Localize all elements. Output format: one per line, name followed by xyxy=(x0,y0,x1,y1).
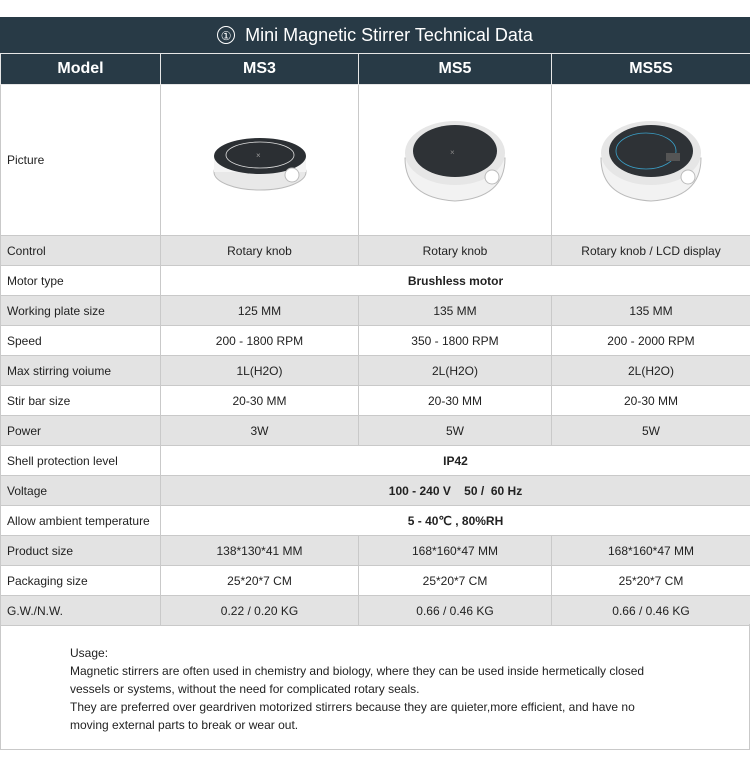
cell-ms5: Rotary knob xyxy=(359,236,552,266)
cell-ms5: 25*20*7 CM xyxy=(359,566,552,596)
title-bar xyxy=(0,17,750,53)
usage-line: moving external parts to break or wear out. xyxy=(70,718,299,732)
ms3-stirrer-image xyxy=(161,85,359,236)
cell-ms5s: 200 - 2000 RPM xyxy=(552,326,750,356)
cell-merged: IP42 xyxy=(161,446,750,476)
cell-ms3: 3W xyxy=(161,416,359,446)
row-label: Working plate size xyxy=(1,296,161,326)
row-speed xyxy=(1,326,750,356)
cell-ms5: 2L(H2O) xyxy=(359,356,552,386)
cell-ms5s: 0.66 / 0.46 KG xyxy=(552,596,750,626)
ms5-stirrer-image xyxy=(359,85,552,236)
usage-heading: Usage: xyxy=(70,646,109,660)
row-label: Packaging size xyxy=(1,566,161,596)
cell-ms5: 135 MM xyxy=(359,296,552,326)
cell-ms3: 0.22 / 0.20 KG xyxy=(161,596,359,626)
row-voltage xyxy=(1,476,750,506)
row-product-size xyxy=(1,536,750,566)
svg-text:×: × xyxy=(450,147,455,157)
row-label: Power xyxy=(1,416,161,446)
cell-merged: 100 - 240 V 50 / 60 Hz xyxy=(161,476,750,506)
cell-ms5s: 168*160*47 MM xyxy=(552,536,750,566)
cell-ms5s: 25*20*7 CM xyxy=(552,566,750,596)
usage-text xyxy=(70,644,710,734)
header-ms5: MS5 xyxy=(359,54,552,85)
row-stir-bar xyxy=(1,386,750,416)
cell-ms5: 5W xyxy=(359,416,552,446)
usage-line: They are preferred over geardriven motorized stirrers because they are quieter,more efficient, and have no xyxy=(70,700,635,714)
spec-table xyxy=(0,53,750,626)
row-motor-type xyxy=(1,266,750,296)
cell-ms5: 350 - 1800 RPM xyxy=(359,326,552,356)
usage-line: Magnetic stirrers are often used in chemistry and biology, where they can be used inside hermetically closed xyxy=(70,664,645,678)
row-label: G.W./N.W. xyxy=(1,596,161,626)
header-row xyxy=(1,54,750,85)
cell-ms5s: Rotary knob / LCD display xyxy=(552,236,750,266)
row-label: Motor type xyxy=(1,266,161,296)
cell-ms3: Rotary knob xyxy=(161,236,359,266)
header-ms3: MS3 xyxy=(161,54,359,85)
row-working-plate xyxy=(1,296,750,326)
cell-ms3: 25*20*7 CM xyxy=(161,566,359,596)
cell-ms3: 138*130*41 MM xyxy=(161,536,359,566)
row-label: Speed xyxy=(1,326,161,356)
row-power xyxy=(1,416,750,446)
cell-ms3: 1L(H2O) xyxy=(161,356,359,386)
row-weight xyxy=(1,596,750,626)
cell-ms5s: 20-30 MM xyxy=(552,386,750,416)
svg-text:×: × xyxy=(255,151,261,160)
header-model: Model xyxy=(1,54,161,85)
usage-section xyxy=(0,624,750,750)
row-label: Max stirring voiume xyxy=(1,356,161,386)
cell-ms5: 168*160*47 MM xyxy=(359,536,552,566)
row-control xyxy=(1,236,750,266)
cell-ms5: 20-30 MM xyxy=(359,386,552,416)
row-packaging-size xyxy=(1,566,750,596)
section-number: ① xyxy=(217,26,235,44)
cell-ms5s: 5W xyxy=(552,416,750,446)
row-label: Voltage xyxy=(1,476,161,506)
row-label: Product size xyxy=(1,536,161,566)
row-shell-protection xyxy=(1,446,750,476)
row-label: Control xyxy=(1,236,161,266)
cell-ms3: 200 - 1800 RPM xyxy=(161,326,359,356)
cell-ms5s: 135 MM xyxy=(552,296,750,326)
cell-ms3: 125 MM xyxy=(161,296,359,326)
header-ms5s: MS5S xyxy=(552,54,750,85)
picture-label: Picture xyxy=(1,85,161,236)
cell-merged: Brushless motor xyxy=(161,266,750,296)
row-label: Stir bar size xyxy=(1,386,161,416)
cell-ms3: 20-30 MM xyxy=(161,386,359,416)
usage-line: vessels or systems, without the need for complicated rotary seals. xyxy=(70,682,420,696)
row-ambient-temp xyxy=(1,506,750,536)
row-label: Shell protection level xyxy=(1,446,161,476)
page-title: Mini Magnetic Stirrer Technical Data xyxy=(245,24,533,45)
cell-ms5: 0.66 / 0.46 KG xyxy=(359,596,552,626)
ms5s-stirrer-image xyxy=(552,85,750,236)
picture-row xyxy=(1,85,750,236)
cell-ms5s: 2L(H2O) xyxy=(552,356,750,386)
row-max-volume xyxy=(1,356,750,386)
cell-merged: 5 - 40℃ , 80%RH xyxy=(161,506,750,536)
row-label: Allow ambient temperature xyxy=(1,506,161,536)
